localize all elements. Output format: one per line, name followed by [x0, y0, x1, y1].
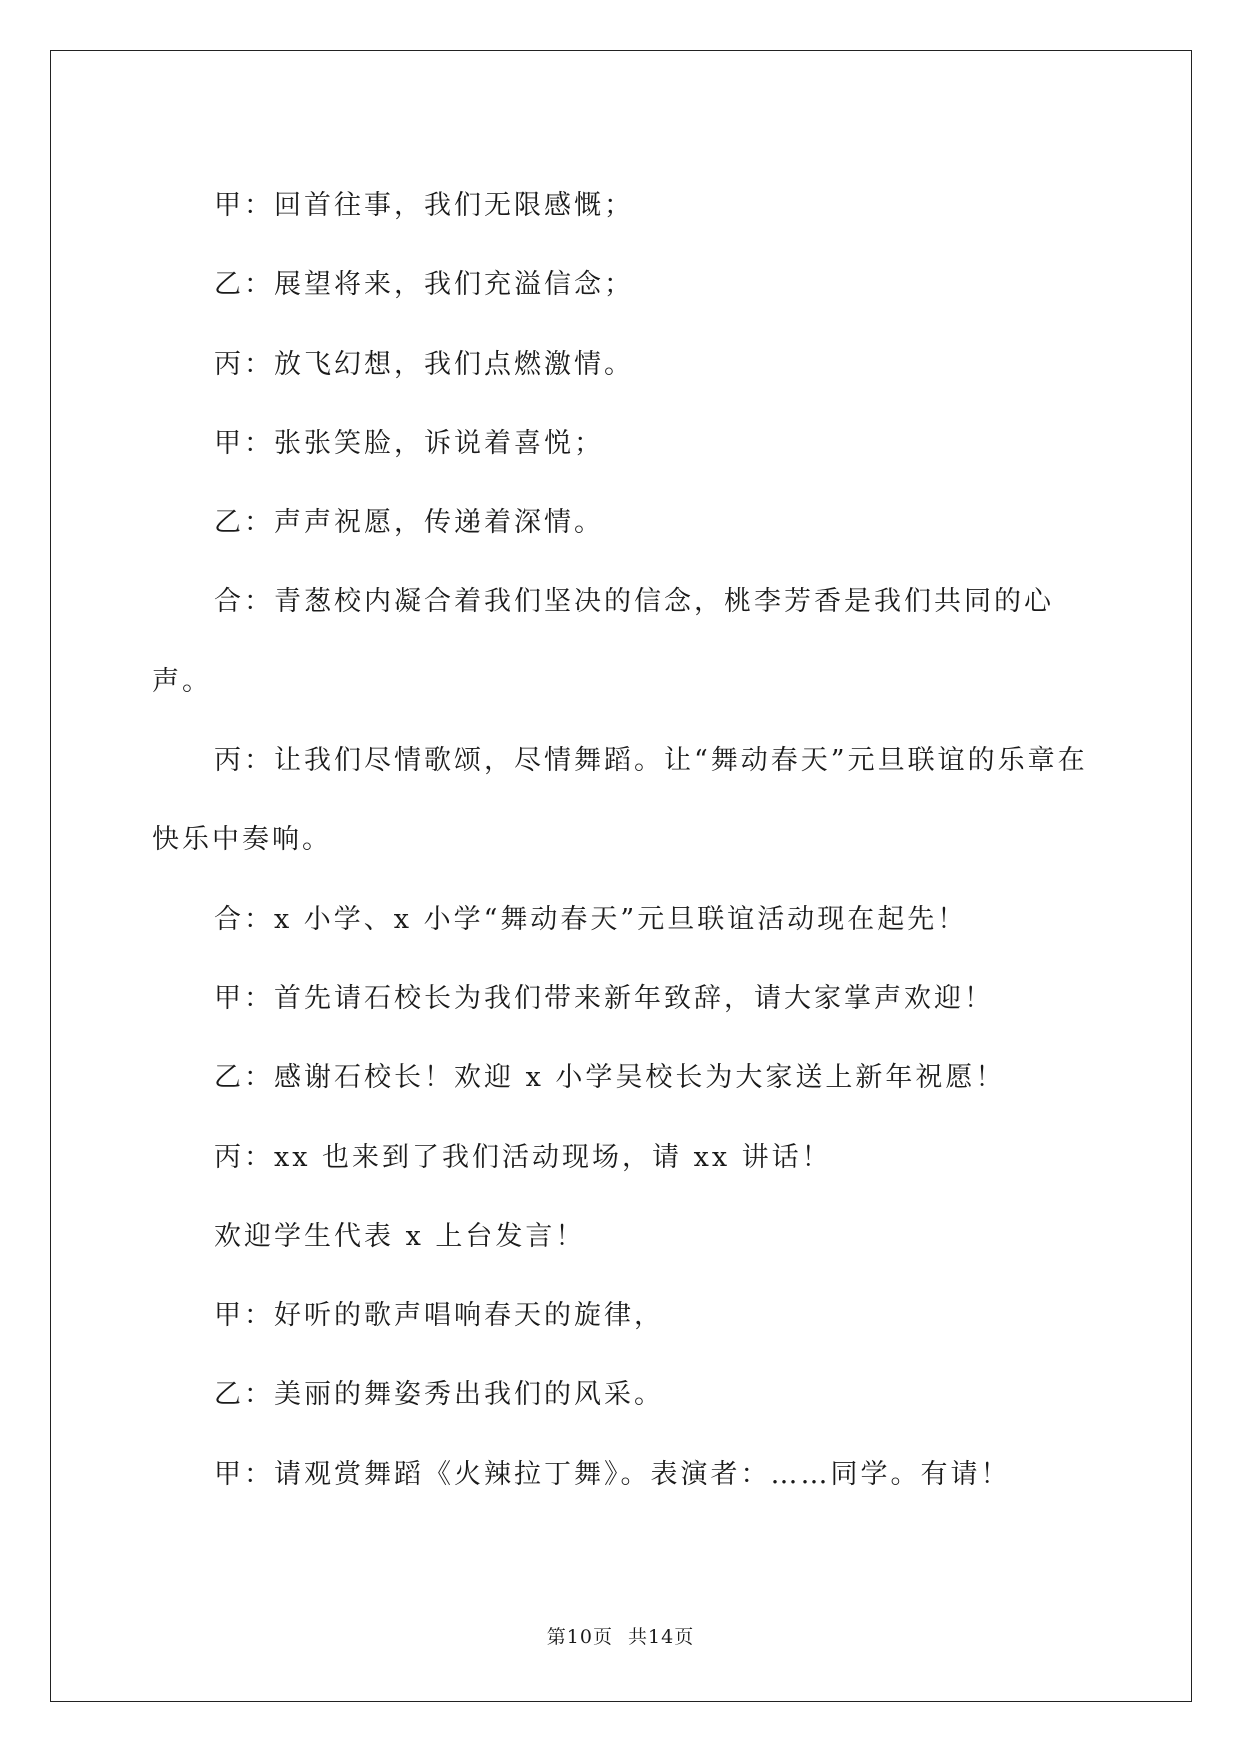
paragraph: 合：青葱校内凝合着我们坚决的信念，桃李芳香是我们共同的心声。 [152, 586, 1054, 697]
paragraph: 乙：展望将来，我们充溢信念； [214, 269, 634, 301]
document-body [152, 166, 1092, 1514]
paragraph: 乙：美丽的舞姿秀出我们的风采。 [214, 1379, 664, 1411]
paragraph: 甲：首先请石校长为我们带来新年致辞，请大家掌声欢迎！ [214, 982, 994, 1014]
paragraph: 丙：xx 也来到了我们活动现场，请 xx 讲话！ [214, 1141, 832, 1173]
paragraph: 甲：请观赏舞蹈《火辣拉丁舞》。表演者：……同学。有请！ [214, 1458, 1011, 1490]
paragraph: 合：x 小学、x 小学“舞动春天”元旦联谊活动现在起先！ [214, 903, 968, 935]
paragraph: 甲：好听的歌声唱响春天的旋律， [214, 1300, 664, 1332]
paragraph: 丙：放飞幻想，我们点燃激情。 [214, 348, 634, 380]
page-number: 第10页 [546, 1626, 613, 1648]
paragraph: 乙：感谢石校长！欢迎 x 小学吴校长为大家送上新年祝愿！ [214, 1062, 1006, 1094]
paragraph: 欢迎学生代表 x 上台发言！ [214, 1220, 586, 1252]
paragraph: 乙：声声祝愿，传递着深情。 [214, 507, 604, 539]
paragraph: 甲：张张笑脸，诉说着喜悦； [214, 427, 604, 459]
page-total: 共14页 [628, 1626, 695, 1648]
paragraph: 甲：回首往事，我们无限感慨； [214, 190, 634, 221]
paragraph: 丙：让我们尽情歌颂，尽情舞蹈。让“舞动春天”元旦联谊的乐章在快乐中奏响。 [152, 745, 1088, 856]
page-footer [0, 1622, 1241, 1649]
